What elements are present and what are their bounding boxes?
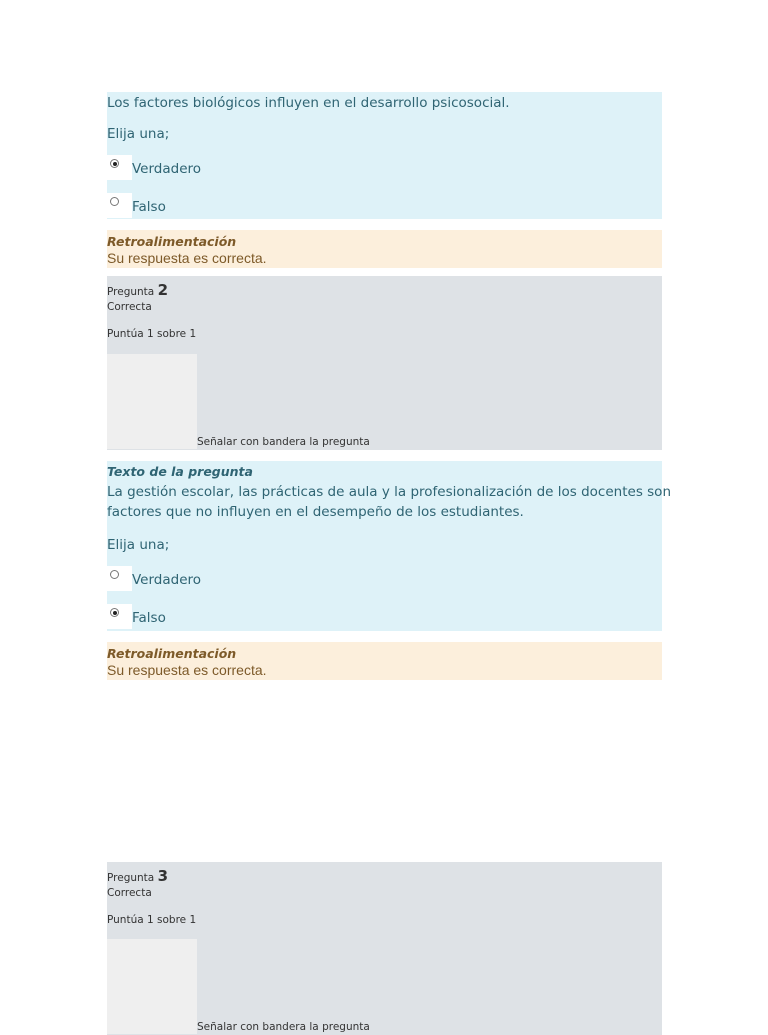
question-1-text: Los factores biológicos influyen en el desarrollo psicosocial. — [107, 95, 510, 111]
question-3-info — [107, 862, 662, 1035]
question-2-text-line-1: La gestión escolar, las prácticas de aula y la profesionalización de los docentes son — [107, 484, 671, 500]
radio-button[interactable] — [110, 197, 119, 206]
option-label: Falso — [132, 199, 166, 215]
question-2-option-true[interactable] — [107, 566, 407, 591]
question-1-text-block — [107, 92, 662, 219]
question-2-text-block — [107, 461, 671, 631]
flag-icon-area[interactable] — [107, 939, 197, 1034]
question-title: Texto de la pregunta — [107, 464, 253, 479]
question-1-option-false[interactable] — [107, 193, 407, 218]
feedback-title: Retroalimentación — [107, 234, 237, 249]
feedback-text: Su respuesta es correcta. — [107, 250, 267, 266]
radio-button-selected[interactable] — [110, 159, 119, 168]
option-label: Verdadero — [132, 572, 202, 588]
question-2-feedback — [107, 642, 662, 680]
question-2-info — [107, 276, 662, 450]
question-score: Puntúa 1 sobre 1 — [107, 914, 197, 926]
question-2-option-false[interactable] — [107, 604, 407, 629]
radio-button-selected[interactable] — [110, 608, 119, 617]
question-2-prompt: Elija una; — [107, 537, 170, 553]
question-score: Puntúa 1 sobre 1 — [107, 328, 197, 340]
question-1-option-true[interactable] — [107, 155, 407, 180]
feedback-text: Su respuesta es correcta. — [107, 662, 267, 678]
question-number: Pregunta 2 — [107, 281, 169, 299]
flag-question-link[interactable]: Señalar con bandera la pregunta — [197, 1021, 370, 1033]
question-number: Pregunta 3 — [107, 867, 169, 885]
flag-question-link[interactable]: Señalar con bandera la pregunta — [197, 436, 370, 448]
feedback-title: Retroalimentación — [107, 646, 237, 661]
flag-icon-area[interactable] — [107, 354, 197, 449]
question-status: Correcta — [107, 301, 152, 313]
option-label: Falso — [132, 610, 166, 626]
question-2-text-line-2: factores que no influyen en el desempeño de los estudiantes. — [107, 504, 524, 520]
option-label: Verdadero — [132, 161, 202, 177]
radio-button[interactable] — [110, 570, 119, 579]
question-1-feedback — [107, 230, 662, 268]
question-status: Correcta — [107, 887, 152, 899]
question-1-prompt: Elija una; — [107, 126, 170, 142]
